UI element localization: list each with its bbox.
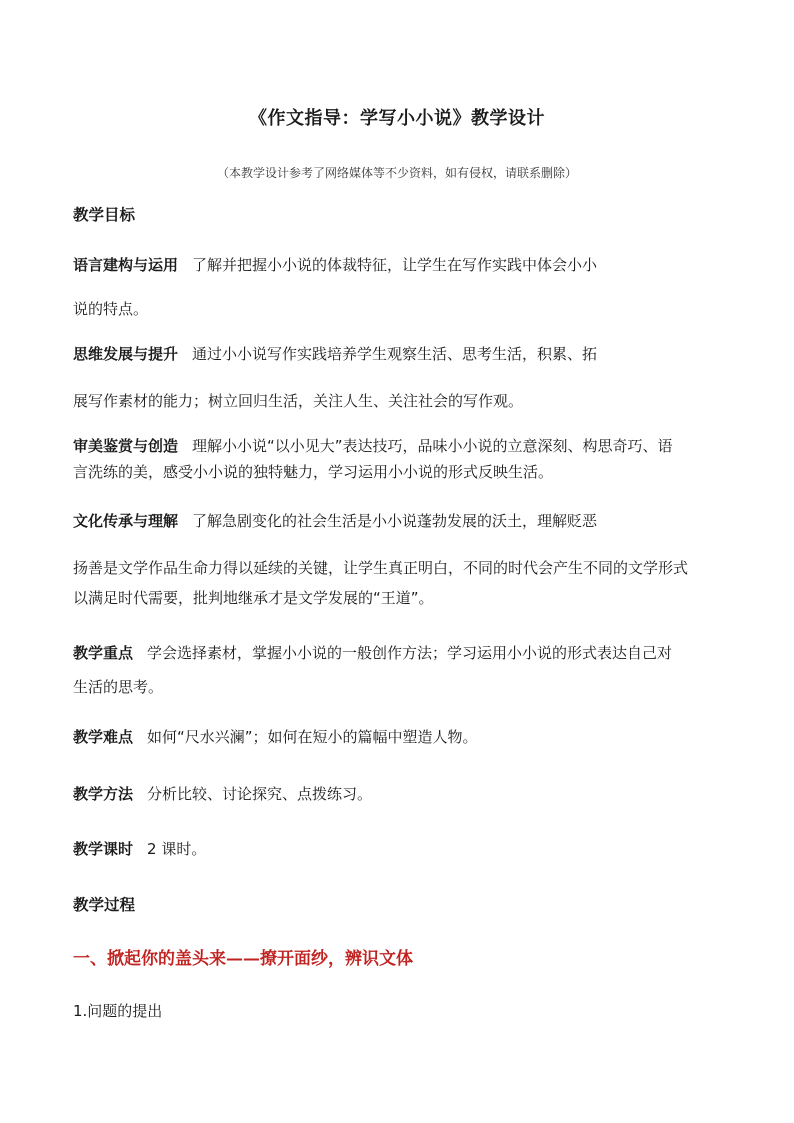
methods [73,781,723,807]
goal-culture-cont [73,553,723,613]
difficulties-text: 如何“尺水兴澜”；如何在短小的篇幅中塑造人物。 [147,728,478,746]
hours-text: 2 课时。 [147,840,207,858]
goal-text: 了解急剧变化的社会生活是小小说蓬勃发展的沃土，理解贬恶 [192,512,598,530]
hours-label: 教学课时 [73,840,134,858]
goal-label: 语言建构与运用 [73,256,179,274]
methods-text: 分析比较、讨论探究、点拨练习。 [147,785,373,803]
goal-text: 展写作素材的能力；树立回归生活，关注人生、关注社会的写作观。 [73,392,524,410]
goal-language [73,252,723,278]
section-heading-goals: 教学目标 [73,205,136,224]
difficulties-label: 教学难点 [73,728,134,746]
goal-text: 了解并把握小小说的体裁特征，让学生在写作实践中体会小小 [192,256,598,274]
part-one-heading: 一、掀起你的盖头来——撩开面纱，辨识文体 [73,949,413,969]
goal-thinking-cont [73,388,723,414]
difficulties [73,724,723,750]
key-points-text: 生活的思考。 [73,678,164,696]
hours [73,836,723,862]
goal-text: 通过小小说写作实践培养学生观察生活、思考生活，积累、拓 [192,345,598,363]
goal-label: 审美鉴赏与创造 [73,437,179,455]
goal-text: 扬善是文学作品生命力得以延续的关键，让学生真正明白，不同的时代会产生不同的文学形式 [73,559,689,577]
goal-label: 文化传承与理解 [73,512,179,530]
item-one: 1.问题的提出 [73,1002,163,1020]
key-points-label: 教学重点 [73,644,134,662]
goal-culture [73,508,723,534]
document-title: 《作文指导：学写小小说》教学设计 [249,108,545,129]
methods-label: 教学方法 [73,785,134,803]
goal-aesthetics [73,433,723,485]
goal-text: 理解小小说“以小见大”表达技巧，品味小小说的立意深刻、构思奇巧、语 [192,437,673,455]
key-points-text: 学会选择素材，掌握小小说的一般创作方法；学习运用小小说的形式表达自己对 [147,644,673,662]
section-heading-process: 教学过程 [73,895,136,914]
key-points [73,636,723,704]
goal-thinking [73,341,723,367]
goal-text: 以满足时代需要，批判地继承才是文学发展的“王道”。 [73,589,434,607]
goal-language-cont [73,296,723,322]
document-note: （本教学设计参考了网络媒体等不少资料，如有侵权，请联系删除） [216,166,577,180]
goal-text: 说的特点。 [73,300,149,318]
goal-label: 思维发展与提升 [73,345,179,363]
goal-text: 言洗练的美，感受小小说的独特魅力，学习运用小小说的形式反映生活。 [73,463,554,481]
